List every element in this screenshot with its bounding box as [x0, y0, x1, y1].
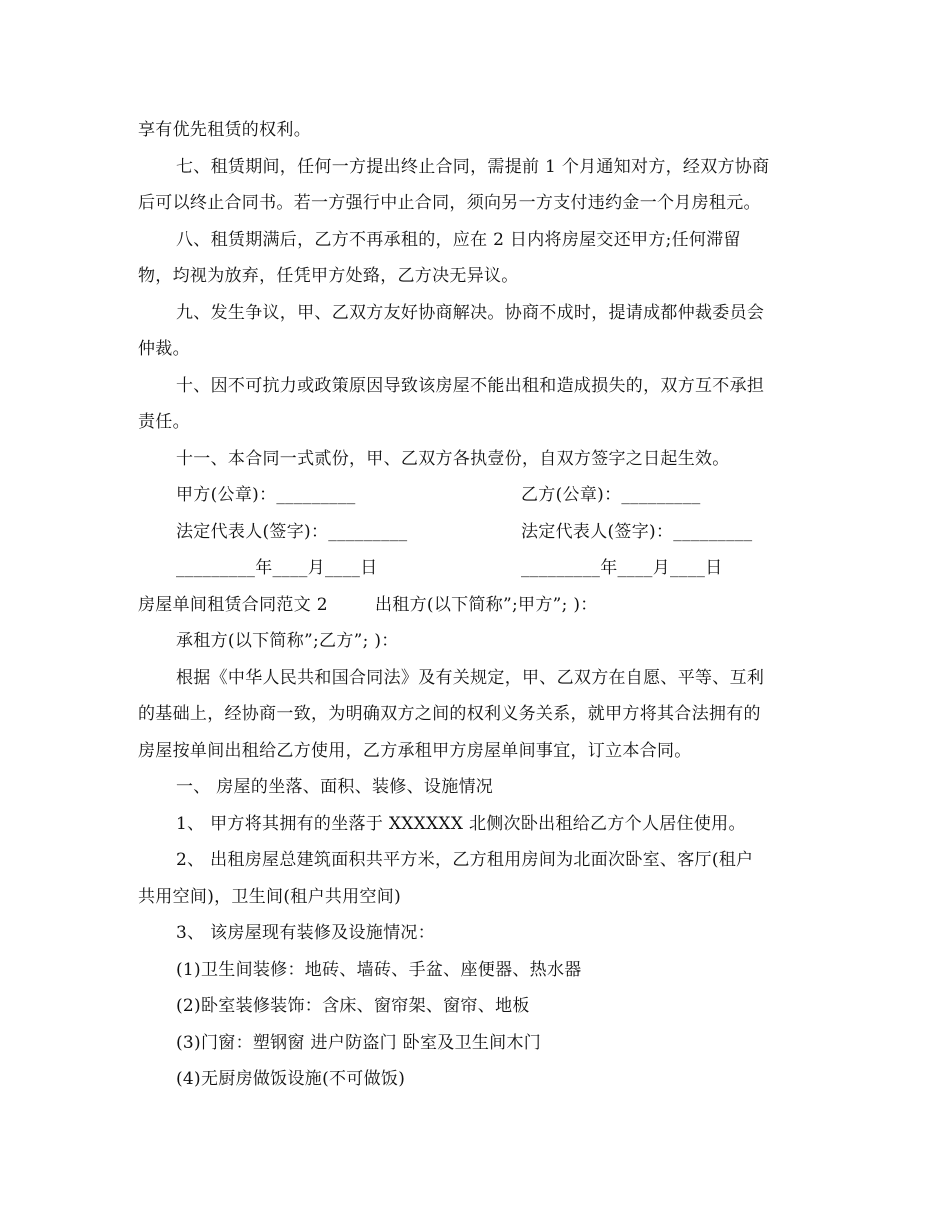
clause-10-line-1: 十、因不可抗力或政策原因导致该房屋不能出租和造成损失的，双方互不承担 — [176, 376, 765, 396]
preamble-line-3: 房屋按单间出租给乙方使用，乙方承租甲方房屋单间事宜，订立本合同。 — [138, 741, 692, 761]
preamble-line-2: 的基础上，经协商一致，为明确双方之间的权利义务关系，就甲方将其合法拥有的 — [138, 704, 761, 724]
clause-10-line-2: 责任。 — [138, 412, 190, 432]
clause-9-line-2: 仲裁。 — [138, 339, 190, 359]
clause-7-line-1: 七、租赁期间，任何一方提出终止合同，需提前 1 个月通知对方，经双方协商 — [176, 157, 770, 177]
party-b-seal: 乙方(公章)：_________ — [521, 485, 701, 505]
facility-kitchen: (4)无厨房做饭设施(不可做饭) — [176, 1069, 406, 1089]
article-1-heading: 一、 房屋的坐落、面积、装修、设施情况 — [176, 777, 494, 797]
facility-bathroom: (1)卫生间装修：地砖、墙砖、手盆、座便器、热水器 — [176, 960, 582, 980]
item-1-line: 1、 甲方将其拥有的坐落于 XXXXXX 北侧次卧出租给乙方个人居住使用。 — [176, 814, 746, 834]
lessee-line: 承租方(以下简称”;乙方”; )： — [176, 631, 399, 651]
party-b-representative: 法定代表人(签字)：_________ — [521, 522, 753, 542]
item-2-line-2: 共用空间)，卫生间(租户共用空间) — [138, 887, 401, 907]
party-a-seal: 甲方(公章)：_________ — [176, 485, 356, 505]
clause-8-line-1: 八、租赁期满后，乙方不再承租的，应在 2 日内将房屋交还甲方;任何滞留 — [176, 230, 741, 250]
item-2-line-1: 2、 出租房屋总建筑面积共平方米，乙方租用房间为北面次卧室、客厅(租户 — [176, 850, 754, 870]
party-a-date: _________年____月____日 — [176, 558, 378, 578]
lessor-line: 出租方(以下简称”;甲方”; )： — [375, 595, 598, 615]
clause-9-line-1: 九、发生争议，甲、乙双方友好协商解决。协商不成时，提请成都仲裁委员会 — [176, 303, 765, 323]
paragraph-line: 享有优先租赁的权利。 — [138, 120, 311, 140]
facility-doors-windows: (3)门窗：塑钢窗 进户防盗门 卧室及卫生间木门 — [176, 1033, 542, 1053]
item-3-line: 3、 该房屋现有装修及设施情况： — [176, 923, 436, 943]
preamble-line-1: 根据《中华人民共和国合同法》及有关规定，甲、乙双方在自愿、平等、互利 — [176, 668, 765, 688]
clause-8-line-2: 物，均视为放弃，任凭甲方处臵，乙方决无异议。 — [138, 266, 519, 286]
facility-bedroom: (2)卧室装修装饰：含床、窗帘架、窗帘、地板 — [176, 996, 530, 1016]
clause-7-line-2: 后可以终止合同书。若一方强行中止合同，须向另一方支付违约金一个月房租元。 — [138, 193, 761, 213]
party-b-date: _________年____月____日 — [521, 558, 723, 578]
clause-11-line: 十一、本合同一式贰份，甲、乙双方各执壹份，自双方签字之日起生效。 — [176, 449, 730, 469]
party-a-representative: 法定代表人(签字)：_________ — [176, 522, 408, 542]
section-2-title: 房屋单间租赁合同范文 2 — [138, 595, 328, 615]
